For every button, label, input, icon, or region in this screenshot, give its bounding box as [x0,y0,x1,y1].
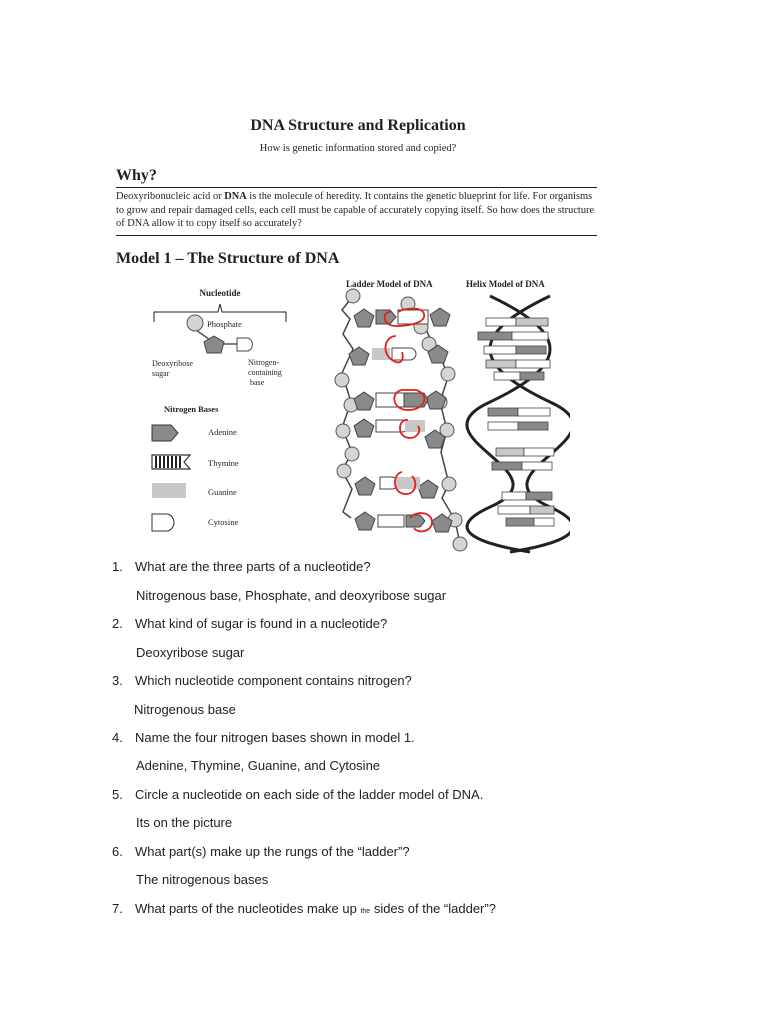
answer-6: The nitrogenous bases [136,872,269,887]
answer-1: Nitrogenous base, Phosphate, and deoxyribose sugar [136,588,447,603]
question-text-part: sides of the “ladder”? [370,901,496,916]
adenine-icon [152,425,178,441]
answer-2: Deoxyribose sugar [136,645,245,660]
guanine-label: Guanine [208,487,237,497]
question-text: What kind of sugar is found in a nucleotide? [135,616,388,631]
divider-bottom [116,235,597,236]
why-text-dna: DNA [224,191,247,202]
base-legend-thymine [152,455,239,469]
phosphate-circle [187,315,203,331]
cytosine-icon [152,514,174,531]
question-text-part: What parts of the nucleotides make up [135,901,361,916]
question-number: 2. [112,616,123,631]
question-text: Which nucleotide component contains nitrogen? [135,673,412,688]
helix-model [467,296,570,552]
ladder-title: Ladder Model of DNA [346,279,433,289]
sugar-label-2: sugar [152,369,170,378]
dna-model-diagram [140,272,570,557]
answer-4: Adenine, Thymine, Guanine, and Cytosine [136,758,381,773]
helix-title: Helix Model of DNA [466,279,545,289]
why-paragraph [116,190,598,231]
base-legend-adenine [152,425,237,441]
adenine-label: Adenine [208,427,237,437]
model-heading: Model 1 – The Structure of DNA [116,250,340,267]
nucleotide-label: Nucleotide [199,288,241,298]
base-label-2: containing [248,368,282,377]
question-text: Name the four nitrogen bases shown in model 1. [135,730,415,745]
base-legend-cytosine [152,514,238,531]
thymine-label: Thymine [208,458,239,468]
question-number: 4. [112,730,123,745]
question-number: 6. [112,844,123,859]
guanine-icon [152,483,186,498]
question-text-small: the [360,908,371,915]
why-heading: Why? [116,167,157,184]
page-subtitle: How is genetic information stored and copied? [259,143,457,154]
question-text [135,901,496,916]
question-text: Circle a nucleotide on each side of the ladder model of DNA. [135,787,484,802]
page-title: DNA Structure and Replication [250,117,466,134]
answer-5: Its on the picture [136,815,233,830]
base-label-3: base [250,378,265,387]
phosphate-label: Phosphate [207,319,242,329]
question-text: What are the three parts of a nucleotide? [135,559,371,574]
why-text-post: is the molecule of heredity. It contains the genetic blueprint for life. For organisms to grow and repair damaged cells, each cell must be capable of accurately copying itself. So how does the structure of DNA allow it to copy itself so accurately? [116,191,595,230]
sugar-label-1: Deoxyribose [152,359,193,368]
bases-heading: Nitrogen Bases [164,404,219,414]
question-number: 5. [112,787,123,802]
question-text: What part(s) make up the rungs of the “ladder”? [135,844,410,859]
why-text-pre: Deoxyribonucleic acid or [116,191,225,202]
base-label-1: Nitrogen- [248,358,280,367]
question-number: 7. [112,901,123,916]
answer-3: Nitrogenous base [134,702,236,717]
ladder-model [335,289,467,551]
base-shape [237,338,252,351]
divider-top [116,187,597,188]
question-number: 1. [112,559,123,574]
base-legend-guanine [152,483,237,498]
cytosine-label: Cytosine [208,517,239,527]
question-number: 3. [112,673,123,688]
